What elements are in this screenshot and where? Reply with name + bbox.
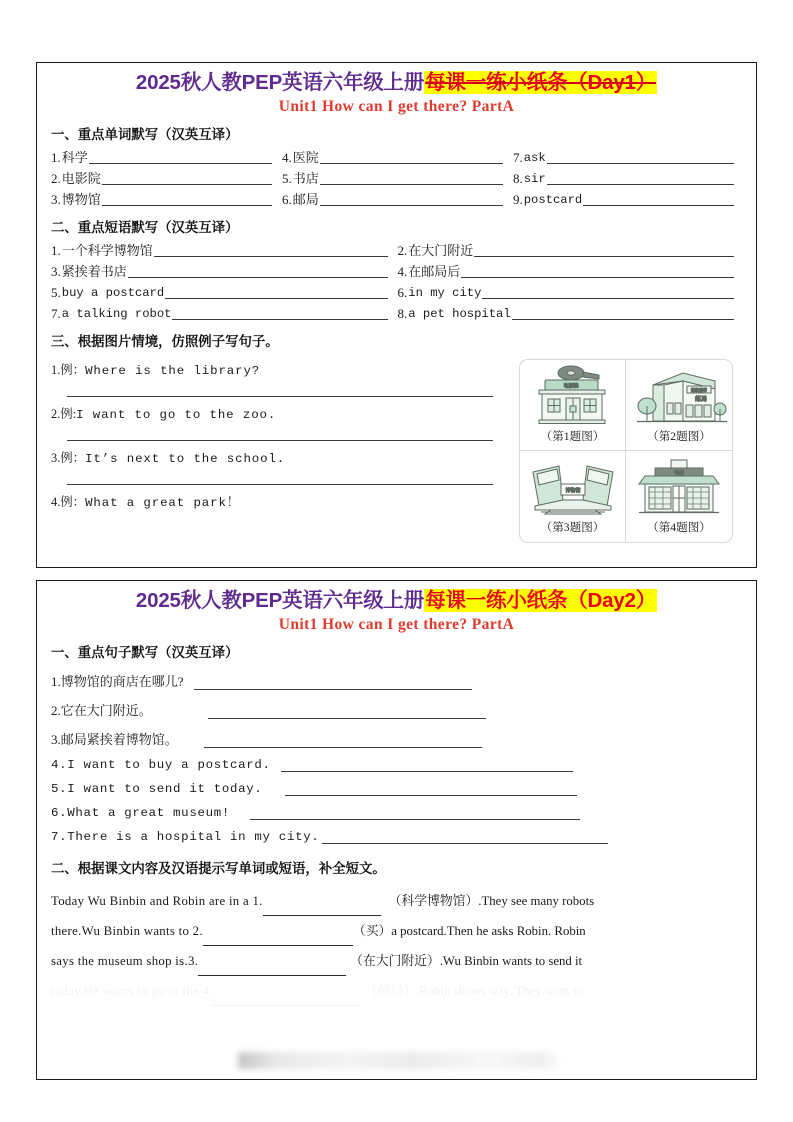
day1-title-highlight: 每课一练小纸条（Day1） bbox=[425, 71, 657, 94]
answer-blank[interactable] bbox=[67, 380, 493, 397]
word-text: 电影院 bbox=[61, 170, 101, 186]
passage-text: （买）a postcard.Then he asks Robin. Robin bbox=[352, 923, 586, 938]
sentence-text: 它在大门附近。 bbox=[60, 702, 152, 718]
answer-blank[interactable] bbox=[102, 173, 272, 185]
sentence-number: 2. bbox=[51, 702, 61, 718]
page-bottom-mask bbox=[0, 1081, 793, 1122]
answer-blank[interactable] bbox=[263, 901, 381, 916]
svg-text:书店: 书店 bbox=[673, 470, 685, 477]
example-number: 3. bbox=[51, 450, 61, 465]
answer-blank[interactable] bbox=[198, 961, 346, 976]
word-text: postcard bbox=[523, 192, 583, 207]
sentence-text: 博物馆的商店在哪儿? bbox=[60, 673, 184, 689]
sentence-number: 4. bbox=[51, 757, 68, 772]
phrase-text: 紧挨着书店 bbox=[61, 263, 127, 279]
answer-blank[interactable] bbox=[322, 831, 608, 844]
word-item bbox=[282, 167, 513, 188]
sentence-text: 邮局紧挨着博物馆。 bbox=[60, 731, 178, 747]
phrase-item bbox=[51, 302, 398, 323]
example-prefix: 例: bbox=[60, 406, 77, 421]
sentence-text: I want to send it today. bbox=[67, 781, 263, 796]
answer-blank[interactable] bbox=[583, 194, 734, 206]
picture-cell-3 bbox=[520, 451, 626, 542]
passage-text: today.He wants to go to the 4. bbox=[51, 983, 213, 998]
word-text: 邮局 bbox=[292, 191, 319, 207]
svg-text:博物馆: 博物馆 bbox=[564, 487, 581, 494]
phrase-label: 5. bbox=[51, 284, 61, 300]
sentence-item bbox=[51, 782, 744, 796]
phrase-item bbox=[51, 260, 398, 281]
word-label: 4. bbox=[281, 149, 292, 165]
phrase-label: 4. bbox=[397, 263, 408, 279]
answer-blank[interactable] bbox=[213, 991, 361, 1006]
passage-text: Today Wu Binbin and Robin are in a 1. bbox=[51, 893, 263, 908]
answer-blank[interactable] bbox=[208, 706, 486, 719]
phrase-item bbox=[398, 302, 745, 323]
day2-title-prefix: 2025秋人教PEP英语六年级上册 bbox=[135, 589, 425, 612]
answer-blank[interactable] bbox=[281, 759, 573, 772]
phrase-row bbox=[51, 302, 744, 323]
museum-building-icon bbox=[525, 456, 621, 518]
word-label: 6. bbox=[281, 191, 292, 207]
word-row bbox=[51, 167, 744, 188]
phrase-label: 7. bbox=[51, 305, 61, 321]
word-text: 医院 bbox=[292, 149, 319, 165]
example-text: What a great park！ bbox=[85, 495, 241, 510]
phrase-label: 3. bbox=[51, 263, 61, 279]
answer-blank[interactable] bbox=[320, 152, 503, 164]
day2-title-highlight: 每课一练小纸条（Day2） bbox=[425, 589, 657, 612]
word-item bbox=[513, 188, 744, 209]
example-item bbox=[51, 492, 511, 510]
answer-blank[interactable] bbox=[165, 287, 387, 299]
example-prefix: 例： bbox=[60, 494, 86, 509]
picture-cell-2 bbox=[626, 360, 732, 451]
answer-blank[interactable] bbox=[203, 931, 353, 946]
picture-cell-1 bbox=[520, 360, 626, 451]
answer-blank[interactable] bbox=[547, 152, 734, 164]
answer-blank[interactable] bbox=[89, 152, 272, 164]
phrase-text: 在大门附近 bbox=[408, 242, 474, 258]
answer-blank[interactable] bbox=[128, 266, 388, 278]
passage-line bbox=[51, 916, 744, 946]
picture-caption: （第4题图） bbox=[647, 520, 711, 534]
phrase-text: a pet hospital bbox=[408, 306, 511, 321]
picture-caption: （第1题图） bbox=[540, 429, 605, 443]
passage-text: （科学博物馆）.They see many robots bbox=[388, 893, 595, 908]
sentence-text: What a great museum! bbox=[67, 805, 230, 820]
cinema-building-icon bbox=[525, 365, 621, 427]
picture-cell-4 bbox=[626, 451, 732, 542]
passage-text: （邮局）.Robin shows way. They want to bbox=[364, 983, 583, 998]
answer-blank[interactable] bbox=[194, 677, 472, 690]
day2-section2-heading: 二、根据课文内容及汉语提示写单词或短语，补全短文。 bbox=[51, 860, 386, 876]
word-item bbox=[51, 167, 282, 188]
passage-text: there.Wu Binbin wants to 2. bbox=[51, 923, 203, 938]
answer-blank[interactable] bbox=[250, 807, 580, 820]
answer-blank[interactable] bbox=[512, 308, 734, 320]
phrase-label: 8. bbox=[397, 305, 408, 321]
passage-text: （在大门附近）.Wu Binbin wants to send it bbox=[350, 953, 583, 968]
picture-reference-grid bbox=[519, 359, 733, 543]
sentence-number: 7. bbox=[51, 829, 68, 844]
day1-title-prefix: 2025秋人教PEP英语六年级上册 bbox=[135, 71, 425, 94]
example-prefix: 例： bbox=[60, 450, 86, 465]
answer-blank[interactable] bbox=[172, 308, 387, 320]
answer-blank[interactable] bbox=[67, 468, 493, 485]
word-item bbox=[513, 146, 744, 167]
word-label: 9. bbox=[512, 191, 523, 207]
worksheet-card-day1 bbox=[36, 62, 757, 568]
phrase-text: 一个科学博物馆 bbox=[61, 242, 153, 258]
example-item bbox=[51, 448, 511, 485]
word-item bbox=[513, 167, 744, 188]
word-item bbox=[51, 188, 282, 209]
day2-subtitle: Unit1 How can I get there? PartA bbox=[278, 615, 515, 633]
picture-caption: （第2题图） bbox=[647, 429, 711, 443]
sentence-number: 5. bbox=[51, 781, 68, 796]
phrase-row bbox=[51, 281, 744, 302]
answer-blank[interactable] bbox=[285, 783, 577, 796]
word-label: 5. bbox=[281, 170, 292, 186]
day1-section1-heading: 一、重点单词默写（汉英互译） bbox=[51, 126, 239, 142]
word-text: sir bbox=[523, 171, 546, 186]
post-office-building-icon bbox=[631, 365, 727, 427]
sentence-number: 3. bbox=[51, 731, 61, 747]
example-number: 2. bbox=[51, 406, 61, 421]
phrase-item bbox=[398, 281, 745, 302]
svg-text:电影院: 电影院 bbox=[562, 383, 579, 390]
svg-text:邮局: 邮局 bbox=[694, 395, 708, 403]
passage-text: says the museum shop is.3. bbox=[51, 953, 199, 968]
example-text: It’s next to the school. bbox=[85, 451, 286, 466]
answer-blank[interactable] bbox=[320, 194, 503, 206]
phrase-text: 在邮局后 bbox=[408, 263, 461, 279]
passage-line bbox=[51, 886, 744, 916]
sentence-text: I want to buy a postcard. bbox=[67, 757, 271, 772]
passage-line-faded bbox=[51, 976, 744, 1006]
answer-blank[interactable] bbox=[547, 173, 734, 185]
word-label: 1. bbox=[51, 149, 61, 165]
phrase-text: a talking robot bbox=[61, 306, 172, 321]
word-label: 3. bbox=[51, 191, 61, 207]
sentence-item bbox=[51, 729, 744, 748]
svg-text:邮政储蓄: 邮政储蓄 bbox=[691, 387, 707, 393]
example-prefix: 例： bbox=[60, 362, 86, 377]
word-text: 博物馆 bbox=[61, 191, 101, 207]
sentence-item bbox=[51, 671, 744, 690]
phrase-item bbox=[398, 239, 745, 260]
sentence-number: 1. bbox=[51, 673, 61, 689]
word-item bbox=[51, 146, 282, 167]
day1-section2-heading: 二、重点短语默写（汉英互译） bbox=[51, 219, 239, 235]
sentence-item bbox=[51, 758, 744, 772]
bookstore-building-icon bbox=[631, 456, 727, 518]
answer-blank[interactable] bbox=[102, 194, 272, 206]
word-item bbox=[282, 188, 513, 209]
phrase-label: 2. bbox=[397, 242, 408, 258]
day1-section3-heading: 三、根据图片情境，仿照例子写句子。 bbox=[51, 333, 279, 349]
example-text: Where is the library? bbox=[85, 363, 261, 378]
day1-subtitle: Unit1 How can I get there? PartA bbox=[278, 97, 515, 115]
sentence-item bbox=[51, 830, 744, 844]
cloze-passage bbox=[51, 886, 744, 1006]
example-item bbox=[51, 360, 511, 397]
blurred-watermark bbox=[238, 1052, 558, 1069]
answer-blank[interactable] bbox=[482, 287, 734, 299]
example-number: 4. bbox=[51, 494, 61, 509]
example-text: I want to go to the zoo. bbox=[76, 407, 277, 422]
answer-blank[interactable] bbox=[154, 245, 388, 257]
day1-title bbox=[37, 72, 756, 95]
worksheet-card-day2 bbox=[36, 580, 757, 1080]
phrase-text: buy a postcard bbox=[61, 285, 165, 300]
word-label: 8. bbox=[512, 170, 523, 186]
word-row bbox=[51, 146, 744, 167]
example-number: 1. bbox=[51, 362, 61, 377]
phrase-row bbox=[51, 239, 744, 260]
phrase-item bbox=[398, 260, 745, 281]
sentence-text: There is a hospital in my city. bbox=[67, 829, 320, 844]
answer-blank[interactable] bbox=[67, 424, 493, 441]
example-item bbox=[51, 404, 511, 441]
word-item bbox=[282, 146, 513, 167]
day2-title bbox=[37, 590, 756, 613]
phrase-item bbox=[51, 281, 398, 302]
day2-section1-heading: 一、重点句子默写（汉英互译） bbox=[51, 644, 239, 660]
answer-blank[interactable] bbox=[204, 735, 482, 748]
phrase-label: 1. bbox=[51, 242, 61, 258]
answer-blank[interactable] bbox=[461, 266, 734, 278]
passage-line bbox=[51, 946, 744, 976]
word-row bbox=[51, 188, 744, 209]
phrase-item bbox=[51, 239, 398, 260]
sentence-number: 6. bbox=[51, 805, 68, 820]
answer-blank[interactable] bbox=[320, 173, 503, 185]
picture-caption: （第3题图） bbox=[540, 520, 605, 534]
sentence-item bbox=[51, 806, 744, 820]
word-label: 2. bbox=[51, 170, 61, 186]
phrase-text: in my city bbox=[408, 285, 482, 300]
phrase-row bbox=[51, 260, 744, 281]
word-label: 7. bbox=[512, 149, 523, 165]
word-text: 书店 bbox=[292, 170, 319, 186]
example-sentences bbox=[51, 353, 511, 543]
answer-blank[interactable] bbox=[474, 245, 734, 257]
phrase-label: 6. bbox=[397, 284, 408, 300]
word-text: 科学 bbox=[61, 149, 88, 165]
sentence-item bbox=[51, 700, 744, 719]
word-text: ask bbox=[523, 150, 546, 165]
